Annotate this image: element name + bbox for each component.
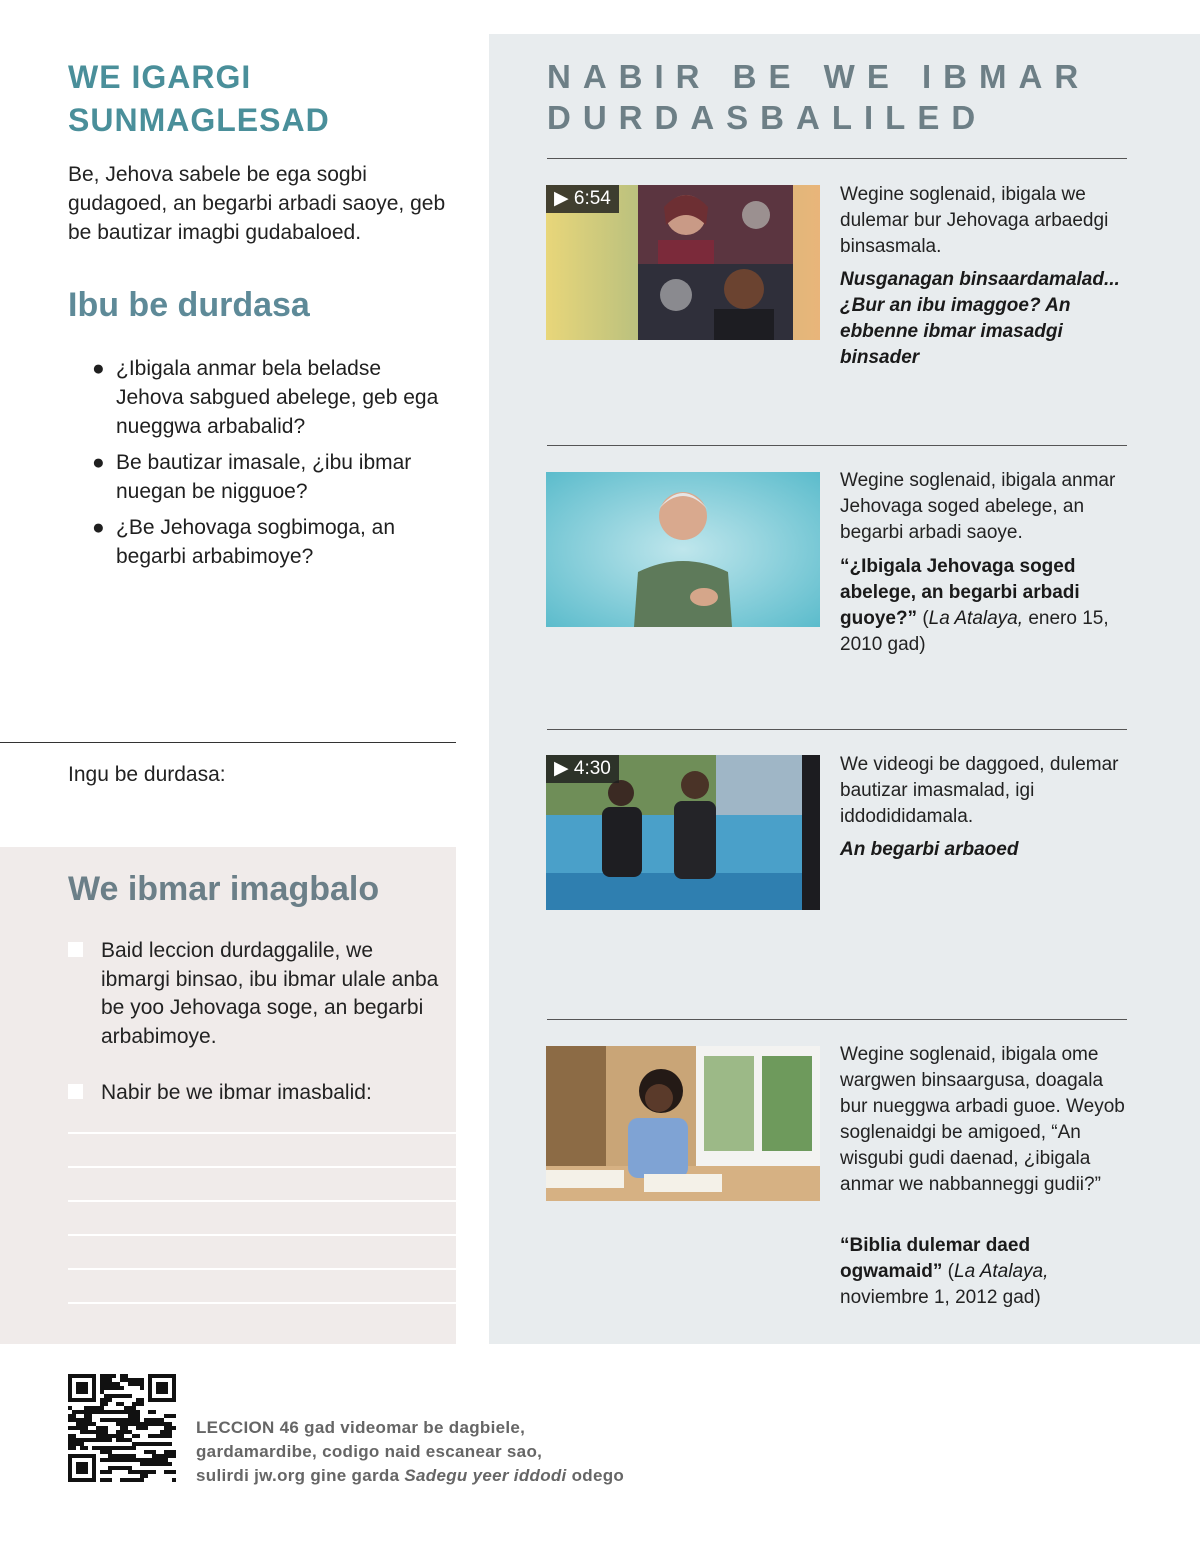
resource-reference[interactable]: An begarbi arbaoed <box>840 839 1019 860</box>
resources-title <box>547 56 1147 138</box>
review-question: ● Be bautizar imasale, ¿ibu ibmar nuegan be nigguoe? <box>92 448 452 506</box>
resource-description: Wegine soglenaid, ibigala ome wargwen binsaargusa, doagala bur nueggwa arbadi guoe. Weyob soglenaidgi be amigoed, “An wisgubi gudi daenad, ¿ibigala anmar we nabbanneggi gudii?” <box>840 1044 1125 1195</box>
article-image[interactable] <box>546 472 820 627</box>
resource-reference[interactable]: “¿Ibigala Jehovaga soged abelege, an begarbi arbadi guoye?” (La Atalaya, enero 15, 2010 gad) <box>840 556 1109 655</box>
video-thumbnail[interactable] <box>546 755 820 910</box>
resource-description: Wegine soglenaid, ibigala anmar Jehovaga soged abelege, an begarbi arbadi saoye. <box>840 470 1116 543</box>
divider <box>547 1019 1127 1020</box>
qr-code-icon[interactable] <box>68 1374 176 1482</box>
divider <box>0 742 456 743</box>
checkbox[interactable] <box>68 1084 83 1099</box>
video-duration-badge: ▶ 4:30 <box>546 755 619 783</box>
divider <box>547 445 1127 446</box>
article-image[interactable] <box>546 1046 820 1201</box>
video-thumbnail[interactable] <box>546 185 820 340</box>
review-questions <box>92 354 452 578</box>
resource-description: We videogi be daggoed, dulemar bautizar imasmalad, igi iddodididamala. <box>840 754 1119 827</box>
review-question: ● ¿Be Jehovaga sogbimoga, an begarbi arbabimoye? <box>92 513 452 571</box>
resource-description: Wegine soglenaid, ibigala we dulemar bur Jehovaga arbaedgi binsasmala. <box>840 184 1109 257</box>
divider <box>547 729 1127 730</box>
summary-text: Be, Jehova sabele be ega sogbi gudagoed, an begarbi arbadi saoye, geb be bautizar imagbi gudabaloed. <box>68 163 446 244</box>
bullet-icon: ● <box>92 516 105 539</box>
resources-title-line1: NABIR BE WE IBMAR <box>547 58 1091 95</box>
write-line[interactable] <box>68 1166 456 1168</box>
divider <box>547 158 1127 159</box>
resource-reference[interactable]: “Biblia dulemar daed ogwamaid” (La Atalaya, noviembre 1, 2012 gad) <box>840 1235 1049 1308</box>
bullet-icon: ● <box>92 451 105 474</box>
checkbox[interactable] <box>68 942 83 957</box>
review-title: Ibu be durdasa <box>68 286 310 324</box>
write-line[interactable] <box>68 1234 456 1236</box>
write-in-label: Ingu be durdasa: <box>68 763 226 786</box>
goal-item[interactable]: Baid leccion durdaggalile, we ibmargi binsao, ibu ibmar ulale anba be yoo Jehovaga soge, an begarbi arbabimoye. <box>68 937 443 1051</box>
summary-title-line1: WE IGARGI <box>68 59 252 95</box>
goal-title: We ibmar imagbalo <box>68 870 380 908</box>
write-line[interactable] <box>68 1132 456 1134</box>
summary-title <box>68 56 468 142</box>
resource-reference[interactable]: Nusganagan binsaardamalad... ¿Bur an ibu imaggoe? An ebbenne ibmar imasadgi binsader <box>840 269 1120 368</box>
resources-title-line2: DURDASBALILED <box>547 99 988 136</box>
footer-note: LECCION 46 gad videomar be dagbiele, gardamardibe, codigo naid escanear sao, sulirdi jw.org gine garda Sadegu yeer iddodi odego <box>196 1418 625 1485</box>
write-line[interactable] <box>68 1302 456 1304</box>
write-line[interactable] <box>68 1200 456 1202</box>
bullet-icon: ● <box>92 357 105 380</box>
write-line[interactable] <box>68 1268 456 1270</box>
goal-item[interactable]: Nabir be we ibmar imasbalid: <box>68 1079 443 1108</box>
summary-title-line2: SUNMAGLESAD <box>68 102 330 138</box>
video-duration-badge: ▶ 6:54 <box>546 185 619 213</box>
review-question: ● ¿Ibigala anmar bela beladse Jehova sabgued abelege, geb ega nueggwa arbabalid? <box>92 354 452 441</box>
